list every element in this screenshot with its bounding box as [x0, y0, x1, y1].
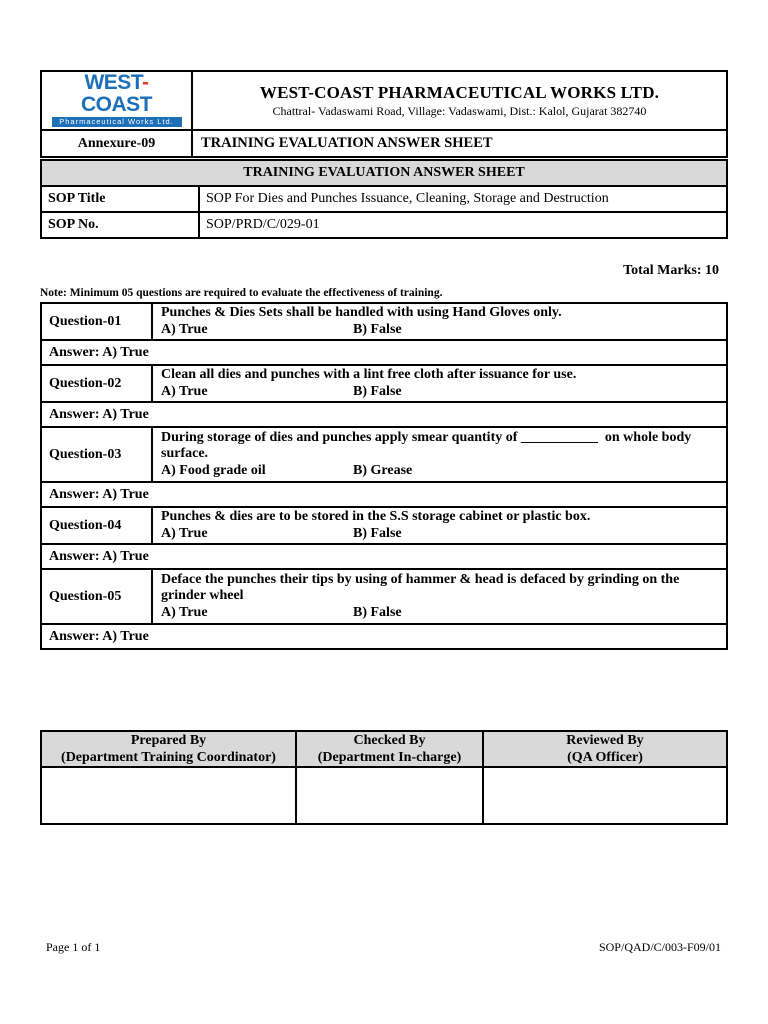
- question-body: [152, 427, 727, 482]
- question-options: [161, 384, 720, 401]
- option-b: B) Grease: [353, 462, 413, 478]
- annexure-number: Annexure-09: [41, 130, 192, 157]
- option-b: B) False: [353, 321, 402, 337]
- answer-text: Answer: A) True: [41, 482, 727, 507]
- option-b: B) False: [353, 383, 402, 399]
- signature-table: [40, 730, 728, 825]
- answer-text: Answer: A) True: [41, 624, 727, 649]
- option-a: A) True: [161, 383, 208, 399]
- question-text: Deface the punches their tips by using of hammer & head is defaced by grinding on the grinder wheel: [161, 571, 680, 604]
- question-options: [161, 526, 720, 543]
- document-number: SOP/QAD/C/003-F09/01: [598, 940, 721, 954]
- question-options: [161, 322, 720, 339]
- question-row: [41, 569, 727, 624]
- company-name: WEST-COAST PHARMACEUTICAL WORKS LTD.: [259, 83, 660, 102]
- question-options: [161, 605, 720, 622]
- prepared-by-role: (Department Training Coordinator): [61, 750, 276, 765]
- question-label: Question-03: [41, 427, 152, 482]
- sop-table-heading: TRAINING EVALUATION ANSWER SHEET: [41, 160, 727, 186]
- checked-by-header: [296, 731, 483, 767]
- sop-no-label: SOP No.: [41, 212, 199, 238]
- sheet-title: TRAINING EVALUATION ANSWER SHEET: [192, 130, 727, 157]
- sop-no-value: SOP/PRD/C/029-01: [199, 212, 727, 238]
- answer-text: Answer: A) True: [41, 402, 727, 427]
- answer-row: [41, 544, 727, 569]
- question-row: [41, 303, 727, 340]
- reviewed-by-role: (QA Officer): [567, 750, 643, 765]
- answer-row: [41, 402, 727, 427]
- prepared-by-header: [41, 731, 296, 767]
- logo-wordmark: WEST-COAST: [81, 71, 152, 116]
- option-a: A) Food grade oil: [161, 462, 266, 478]
- questions-table: [40, 302, 728, 650]
- company-cell: [192, 71, 727, 130]
- answer-text: Answer: A) True: [41, 340, 727, 365]
- option-a: A) True: [161, 525, 208, 541]
- sop-title-value: SOP For Dies and Punches Issuance, Cleaning, Storage and Destruction: [199, 186, 727, 212]
- question-text: Punches & dies are to be stored in the S.S storage cabinet or plastic box.: [161, 509, 591, 524]
- question-label: Question-05: [41, 569, 152, 624]
- company-address: Chattral- Vadaswami Road, Village: Vadaswami, Dist.: Kalol, Gujarat 382740: [272, 104, 647, 118]
- logo-subtitle: Pharmaceutical Works Ltd.: [52, 117, 182, 127]
- question-text: Punches & Dies Sets shall be handled with using Hand Gloves only.: [161, 305, 562, 320]
- evaluation-note: Note: Minimum 05 questions are required to evaluate the effectiveness of training.: [40, 287, 443, 299]
- option-a: A) True: [161, 321, 208, 337]
- sop-title-label: SOP Title: [41, 186, 199, 212]
- document-header: [40, 70, 728, 158]
- question-text: Clean all dies and punches with a lint free cloth after issuance for use.: [161, 367, 577, 382]
- question-options: [161, 463, 720, 480]
- question-body: [152, 365, 727, 402]
- question-text: During storage of dies and punches apply smear quantity of ___________ on whole body surface.: [161, 429, 695, 462]
- question-body: [152, 507, 727, 544]
- question-row: [41, 427, 727, 482]
- question-label: Question-04: [41, 507, 152, 544]
- question-body: [152, 303, 727, 340]
- checked-by-signature-box[interactable]: [296, 767, 483, 824]
- answer-row: [41, 340, 727, 365]
- checked-by-title: Checked By: [353, 733, 426, 748]
- question-body: [152, 569, 727, 624]
- answer-row: [41, 482, 727, 507]
- reviewed-by-signature-box[interactable]: [483, 767, 727, 824]
- checked-by-role: (Department In-charge): [317, 750, 462, 765]
- reviewed-by-header: [483, 731, 727, 767]
- answer-row: [41, 624, 727, 649]
- prepared-by-signature-box[interactable]: [41, 767, 296, 824]
- option-a: A) True: [161, 604, 208, 620]
- page-number: Page 1 of 1: [46, 940, 101, 954]
- sop-info-table: [40, 159, 728, 239]
- question-row: [41, 507, 727, 544]
- reviewed-by-title: Reviewed By: [566, 733, 644, 748]
- option-b: B) False: [353, 604, 402, 620]
- question-label: Question-02: [41, 365, 152, 402]
- question-label: Question-01: [41, 303, 152, 340]
- total-marks: Total Marks: 10: [623, 263, 719, 278]
- answer-text: Answer: A) True: [41, 544, 727, 569]
- option-b: B) False: [353, 525, 402, 541]
- logo-cell: [41, 71, 192, 130]
- question-row: [41, 365, 727, 402]
- prepared-by-title: Prepared By: [130, 733, 207, 748]
- company-logo: [52, 72, 182, 127]
